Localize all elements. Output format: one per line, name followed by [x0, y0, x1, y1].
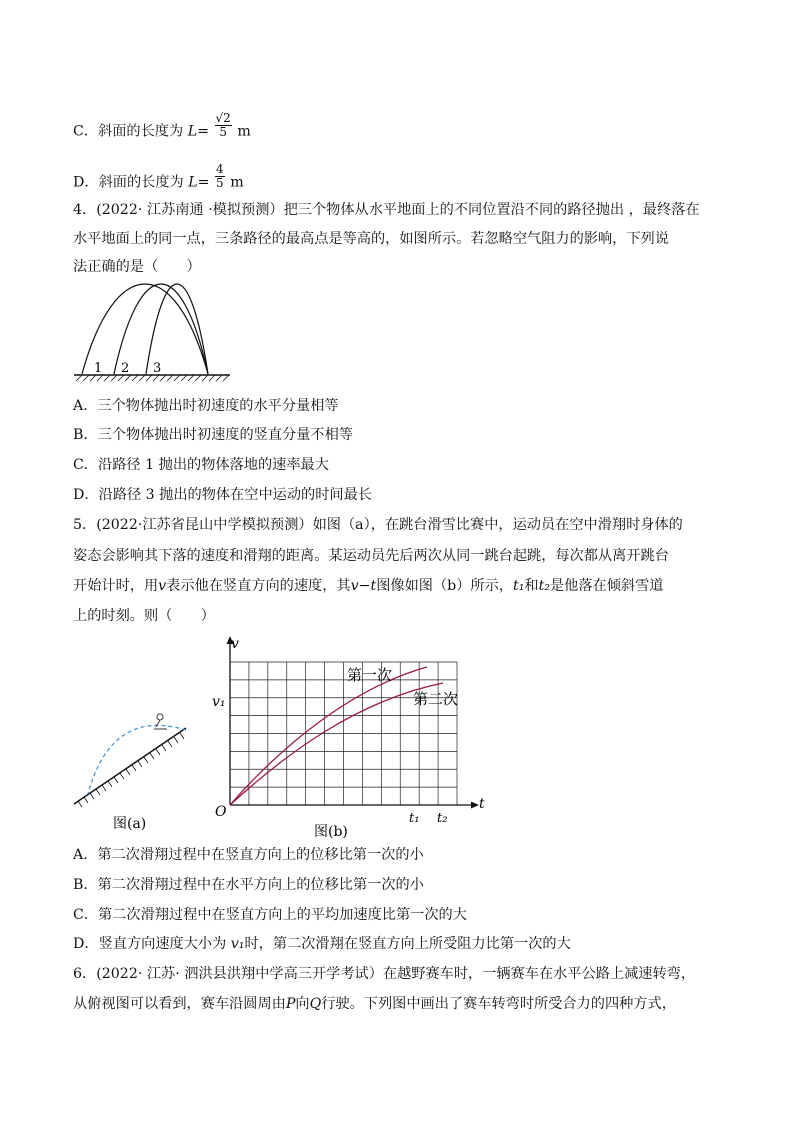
- q5-stem-line-3-part-d: 是他落在倾斜雪道: [549, 578, 664, 594]
- q6-stem-line-2: [73, 994, 676, 1014]
- q5-axis-t-label: t: [479, 796, 485, 812]
- q3-option-d: [73, 162, 244, 196]
- q3-option-d-label: D．斜面的长度为: [73, 174, 184, 191]
- q5-curve-second: [230, 683, 443, 805]
- q6-stem-line-2-part-b: 向: [295, 996, 310, 1012]
- q4-label-3: 3: [153, 361, 162, 376]
- q5-option-d: [73, 934, 571, 954]
- q6-stem-line-1: 6．(2022· 江苏· 泗洪县洪翔中学高三开学考试）在越野赛车时，一辆赛车在水平公路上减速转弯，: [73, 966, 696, 982]
- q5-option-c: C．第二次滑翔过程中在竖直方向上的平均加速度比第一次的大: [73, 907, 467, 923]
- q5-stem-line-3-part-b: 表示他在竖直方向的速度，其: [166, 578, 351, 594]
- q5-skier-icon: [154, 714, 167, 729]
- q5-curve-first-label: 第一次: [347, 666, 393, 684]
- q5-figure-a: [68, 700, 198, 840]
- q4-label-1: 1: [94, 361, 103, 376]
- q4-option-b: B．三个物体抛出时初速度的竖直分量不相等: [73, 427, 353, 443]
- q5-stem-line-3-part-c: 图像如图（b）所示，: [376, 578, 513, 594]
- q5-curve-second-label: 第二次: [413, 690, 459, 708]
- q5-figure-a-caption: 图(a): [113, 816, 147, 832]
- q5-option-d-v1: v₁: [230, 936, 245, 952]
- q3-option-c-unit: m: [237, 123, 251, 140]
- q3-option-d-denominator: 5: [216, 176, 224, 190]
- q4-option-c: C．沿路径 1 抛出的物体落地的速率最大: [73, 457, 329, 473]
- q5-axis-v-label: v: [231, 636, 239, 652]
- q5-stem-var-t1: t₁: [513, 578, 525, 594]
- q5-slope-hatch: [78, 733, 184, 807]
- q5-origin-label: O: [215, 804, 227, 820]
- q5-slope-line: [74, 728, 186, 804]
- q5-stem-var-t2: t₂: [538, 578, 550, 594]
- q5-stem-var-vt: v−t: [350, 578, 377, 594]
- q5-t2-label: t₂: [437, 811, 448, 826]
- q3-option-d-fraction: [215, 163, 225, 190]
- q5-v1-label: v₁: [212, 694, 226, 710]
- q5-option-d-part-b: 时，第二次滑翔在竖直方向上所受阻力比第一次的大: [244, 936, 571, 952]
- q5-option-b: B．第二次滑翔过程中在水平方向上的位移比第一次的小: [73, 877, 424, 893]
- q5-stem-line-2: 姿态会影响其下落的速度和滑翔的距离。某运动员先后两次从同一跳台起跳，每次都从离开跳台: [73, 548, 669, 564]
- q5-stem-line-4: 上的时刻。则（ ）: [73, 608, 215, 624]
- q3-option-c-label: C．斜面的长度为: [73, 123, 184, 140]
- q5-stem-line-3-part-a: 开始计时，用: [73, 578, 159, 594]
- q4-stem-line-2: 水平地面上的同一点，三条路径的最高点是等高的，如图所示。若忽略空气阻力的影响，下列说: [73, 231, 669, 247]
- q6-stem-line-2-part-a: 从俯视图可以看到，赛车沿圆周由: [73, 996, 286, 1012]
- q5-axis-t-arrow: [471, 802, 479, 809]
- q6-stem-var-q: Q: [309, 996, 322, 1012]
- q3-option-c-fraction: [215, 112, 232, 139]
- q4-label-2: 2: [121, 361, 130, 376]
- q4-option-d: D．沿路径 3 抛出的物体在空中运动的时间最长: [73, 487, 372, 503]
- q5-option-a: A．第二次滑翔过程中在竖直方向上的位移比第一次的小: [73, 847, 424, 863]
- q5-graph-grid: [230, 662, 457, 805]
- q3-option-c-denominator: 5: [219, 125, 227, 139]
- q5-curve-first: [230, 667, 427, 805]
- q4-stem-line-1: 4．(2022· 江苏南通 ·模拟预测）把三个物体从水平地面上的不同位置沿不同的路径抛出 ，最终落在: [73, 202, 700, 218]
- q5-stem-line-3: [73, 576, 664, 596]
- q3-option-c-numerator: √2: [215, 111, 231, 125]
- q3-option-d-numerator: 4: [216, 162, 224, 176]
- q5-stem-line-1: 5．(2022·江苏省昆山中学模拟预测）如图（a），在跳台滑雪比赛中，运动员在空中滑翔时身体的: [73, 517, 683, 533]
- q5-figure-b: [205, 632, 495, 842]
- q5-t1-label: t₁: [409, 811, 420, 826]
- q3-option-d-unit: m: [230, 174, 244, 191]
- q6-stem-line-2-part-c: 行驶。下列图中画出了赛车转弯时所受合力的四种方式，: [321, 996, 676, 1012]
- q4-option-a: A．三个物体抛出时初速度的水平分量相等: [73, 398, 339, 414]
- q3-option-d-var: L=: [188, 174, 210, 191]
- q5-option-d-part-a: D．竖直方向速度大小为: [73, 936, 231, 952]
- q4-trajectory-figure: [70, 282, 235, 382]
- q6-stem-var-p: P: [285, 996, 296, 1012]
- q5-figure-b-caption: 图(b): [314, 824, 348, 840]
- q3-option-c-var: L=: [187, 123, 209, 140]
- q5-stem-var-v: v: [158, 578, 167, 594]
- q4-stem-line-3: 法正确的是（ ）: [73, 259, 201, 275]
- q5-stem-line-3-and: 和: [524, 578, 539, 594]
- q3-option-c: [73, 111, 251, 145]
